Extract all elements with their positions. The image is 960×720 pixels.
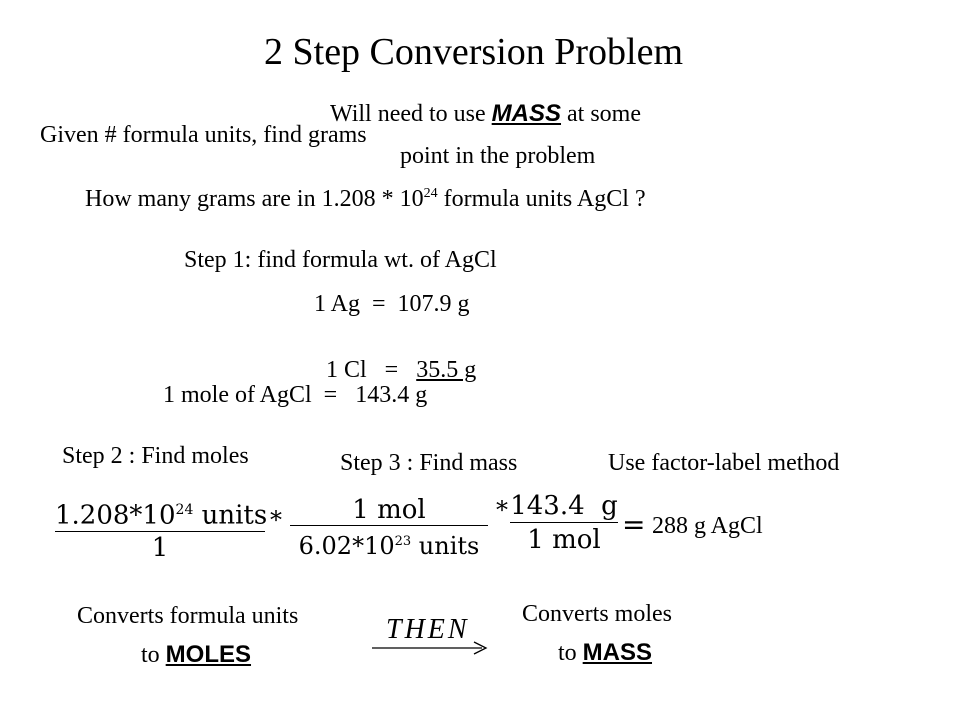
then-label: THEN [386, 614, 470, 645]
then-arrow-icon [370, 640, 492, 656]
step2-heading: Step 2 : Find moles [62, 443, 249, 469]
mass-note-prefix: Will need to use [330, 101, 492, 127]
page-title: 2 Step Conversion Problem [264, 31, 684, 73]
fraction-3-denominator: 1 mol [527, 525, 601, 555]
step1-cl-row [314, 328, 476, 384]
mass-note-line2: point in the problem [400, 143, 596, 169]
mass-note-suffix: at some [561, 101, 641, 127]
multiply-sign-1: * [270, 506, 282, 534]
step1-ag-row: 1 Ag = 107.9 g [314, 291, 470, 317]
step1-cl-value: 35.5 g [416, 357, 477, 383]
fraction-1-denominator: 1 [151, 532, 169, 563]
right-explanation-word: MASS [582, 639, 653, 666]
left-explanation-line1: Converts formula units [77, 603, 299, 629]
step3-heading: Step 3 : Find mass [340, 450, 518, 476]
fraction-3-numerator: 143.4 g [510, 491, 618, 521]
mass-note [330, 100, 641, 128]
fraction-2-numerator: 1 mol [352, 495, 426, 525]
result: 288 g AgCl [652, 513, 763, 539]
fraction-molar-mass [510, 490, 618, 557]
step1-heading: Step 1: find formula wt. of AgCl [184, 247, 497, 273]
fraction-1-numerator: $1.208*10^{24}$ units [55, 500, 268, 531]
step1-cl-prefix: 1 Cl = [326, 357, 417, 383]
method-note: Use factor-label method [608, 450, 840, 476]
right-explanation-line2 [558, 639, 652, 667]
question-exponent: 24 [423, 186, 438, 201]
equals-sign: = [622, 508, 646, 541]
right-explanation-line1: Converts moles [522, 601, 672, 627]
question-after: formula units AgCl ? [437, 186, 646, 212]
fraction-avogadro [290, 495, 488, 562]
fraction-2-denominator: $6.02*10^{23}$ units [298, 532, 480, 560]
fraction-formula-units [55, 495, 268, 564]
mass-note-word: MASS [491, 100, 562, 127]
right-explanation-prefix: to [558, 640, 583, 666]
left-explanation-prefix: to [141, 642, 166, 668]
left-explanation-word: MOLES [165, 641, 252, 668]
question [85, 180, 646, 213]
given-statement: Given # formula units, find grams [40, 122, 367, 148]
multiply-sign-2: * [496, 496, 508, 524]
question-before: How many grams are in 1.208 * 10 [85, 186, 424, 212]
step1-total: 1 mole of AgCl = 143.4 g [163, 382, 428, 408]
left-explanation-line2 [141, 641, 251, 669]
